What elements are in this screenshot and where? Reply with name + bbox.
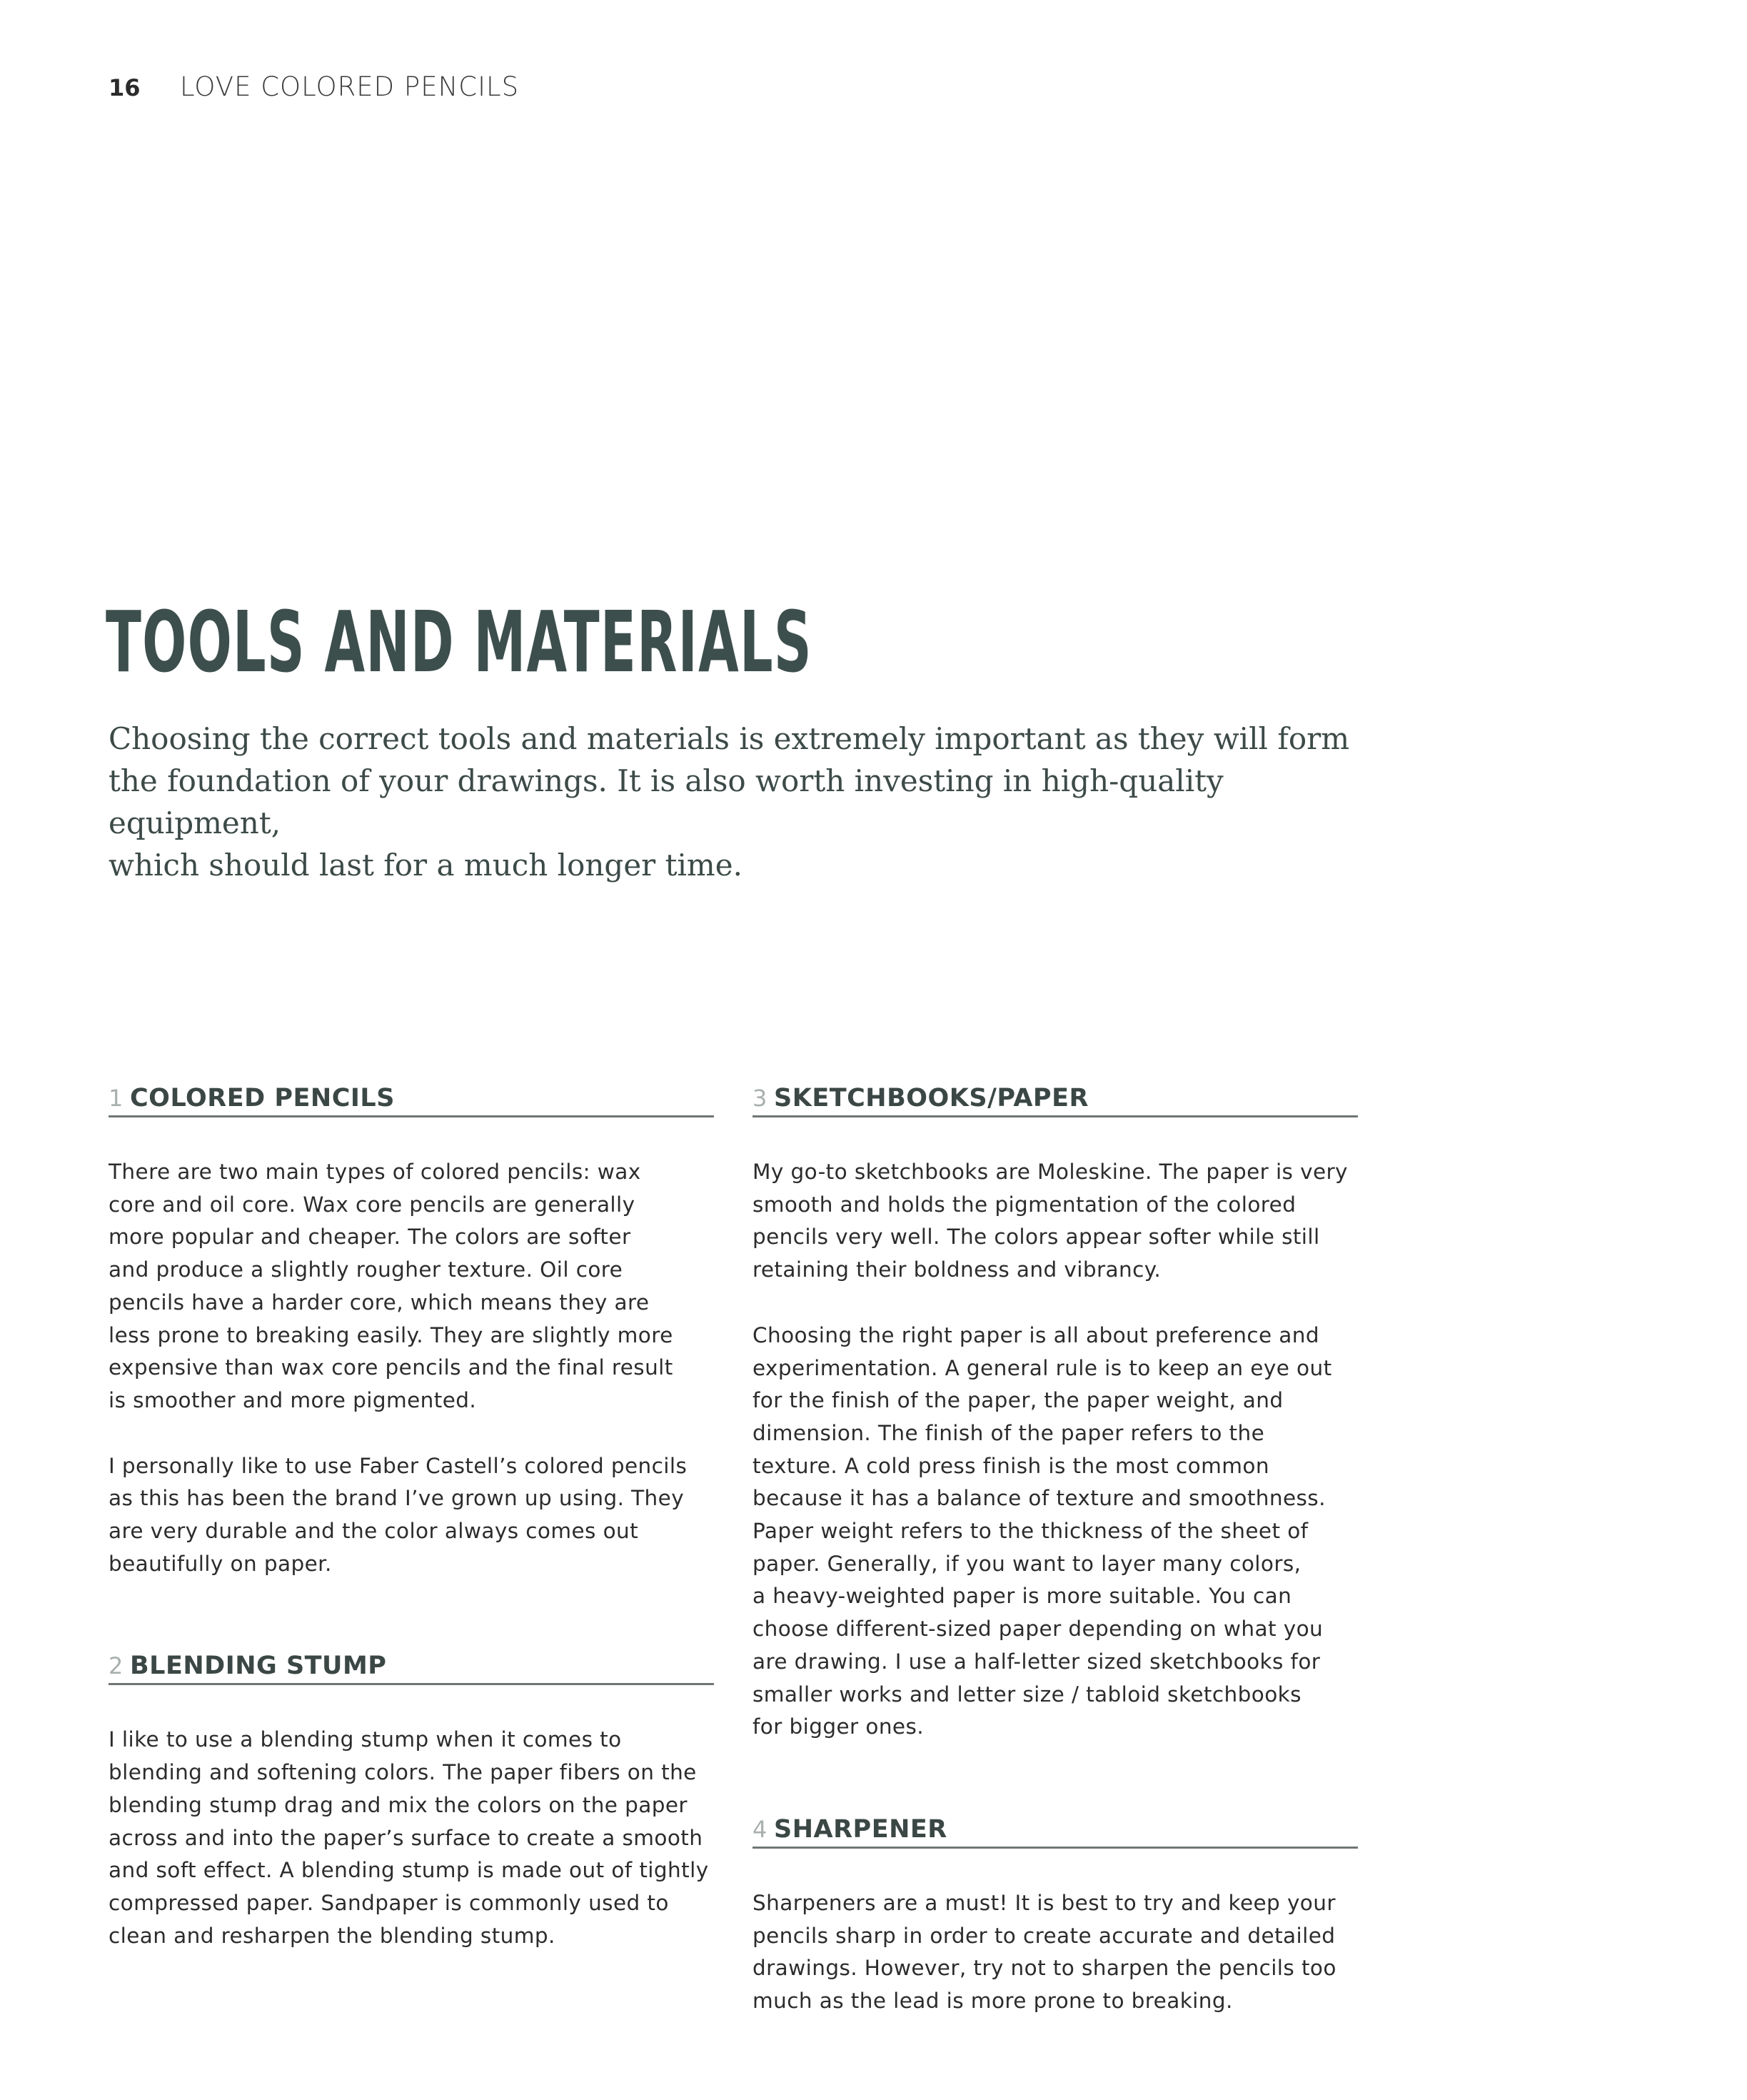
text-line: Paper weight refers to the thickness of the sheet of [752,1519,1309,1544]
text-line: for the finish of the paper, the paper weight, and [752,1388,1284,1413]
paragraph [109,1724,714,1952]
text-line: are very durable and the color always comes out [109,1519,639,1544]
text-line: Choosing the right paper is all about preference and [752,1322,1319,1347]
text-line: smaller works and letter size / tabloid sketchbooks [752,1682,1302,1707]
text-line: is smoother and more pigmented. [109,1387,477,1412]
section-heading [752,1815,1358,1849]
text-line: pencils very well. The colors appear softer while still [752,1225,1320,1250]
text-line: drawings. However, try not to sharpen the pencils too [752,1956,1336,1981]
text-line: a heavy-weighted paper is more suitable. You can [752,1584,1292,1609]
text-line: for bigger ones. [752,1714,925,1739]
text-line: because it has a balance of texture and smoothness. [752,1486,1326,1511]
text-line: I personally like to use Faber Castell’s colored pencils [109,1453,688,1478]
text-line: dimension. The finish of the paper refers to the [752,1420,1265,1445]
text-line: retaining their boldness and vibrancy. [752,1257,1162,1282]
text-line: experimentation. A general rule is to keep an eye out [752,1355,1332,1380]
paragraph [752,1320,1358,1744]
text-line: choose different-sized paper depending on what you [752,1617,1324,1642]
text-line: I like to use a blending stump when it comes to [109,1727,622,1752]
section-heading [752,1084,1358,1117]
section-colored-pencils [109,1084,714,1580]
text-line: pencils have a harder core, which means they are [109,1290,650,1315]
page-number: 16 [109,74,141,101]
section-title: SHARPENER [774,1814,947,1844]
paragraph [752,1887,1358,2018]
text-line: clean and resharpen the blending stump. [109,1923,555,1948]
text-line: Sharpeners are a must! It is best to try and keep your [752,1890,1336,1915]
text-line: texture. A cold press finish is the most common [752,1453,1269,1478]
section-heading [109,1652,714,1685]
text-line: and soft effect. A blending stump is made out of tightly [109,1858,709,1883]
text-line: My go-to sketchbooks are Moleskine. The paper is very [752,1160,1348,1184]
left-column [109,1084,714,1985]
text-line: are drawing. I use a half-letter sized sketchbooks for [752,1649,1321,1674]
section-title: BLENDING STUMP [130,1652,387,1681]
right-column [752,1084,1358,2051]
intro-paragraph [109,718,1394,886]
text-line: across and into the paper’s surface to create a smooth [109,1825,703,1850]
text-line: blending stump drag and mix the colors on the paper [109,1792,688,1817]
text-line: more popular and cheaper. The colors are softer [109,1225,631,1250]
section-number: 3 [752,1085,767,1112]
section-number: 2 [109,1652,124,1680]
section-title: COLORED PENCILS [130,1084,395,1112]
text-line: as this has been the brand I’ve grown up using. They [109,1486,685,1511]
section-sketchbooks-paper [752,1084,1358,1744]
text-line: smooth and holds the pigmentation of the colored [752,1192,1297,1217]
book-title: LOVE COLORED PENCILS [180,71,520,102]
text-line: much as the lead is more prone to breaking. [752,1989,1233,2014]
section-blending-stump [109,1652,714,1952]
text-line: pencils sharp in order to create accurate and detailed [752,1923,1336,1948]
section-title: SKETCHBOOKS/PAPER [774,1084,1089,1112]
text-line: core and oil core. Wax core pencils are generally [109,1192,635,1217]
section-heading [109,1084,714,1117]
text-line: blending and softening colors. The paper fibers on the [109,1760,697,1785]
text-line: less prone to breaking easily. They are slightly more [109,1322,673,1347]
paragraph [109,1450,714,1581]
intro-line: Choosing the correct tools and materials is extremely important as they will form [109,721,1350,756]
page-title: TOOLS AND MATERIALS [106,593,812,691]
text-line: expensive than wax core pencils and the final result [109,1355,673,1380]
section-number: 1 [109,1085,124,1112]
paragraph [109,1156,714,1417]
intro-line: the foundation of your drawings. It is also worth investing in high-quality equipment, [109,763,1224,840]
intro-line: which should last for a much longer time. [109,848,742,883]
text-line: paper. Generally, if you want to layer many colors, [752,1551,1302,1576]
section-sharpener [752,1815,1358,2018]
running-header [109,71,519,102]
section-number: 4 [752,1815,767,1843]
paragraph [752,1156,1358,1287]
text-line: There are two main types of colored pencils: wax [109,1160,641,1184]
text-line: compressed paper. Sandpaper is commonly used to [109,1890,669,1915]
text-line: and produce a slightly rougher texture. Oil core [109,1257,623,1282]
text-line: beautifully on paper. [109,1551,332,1576]
